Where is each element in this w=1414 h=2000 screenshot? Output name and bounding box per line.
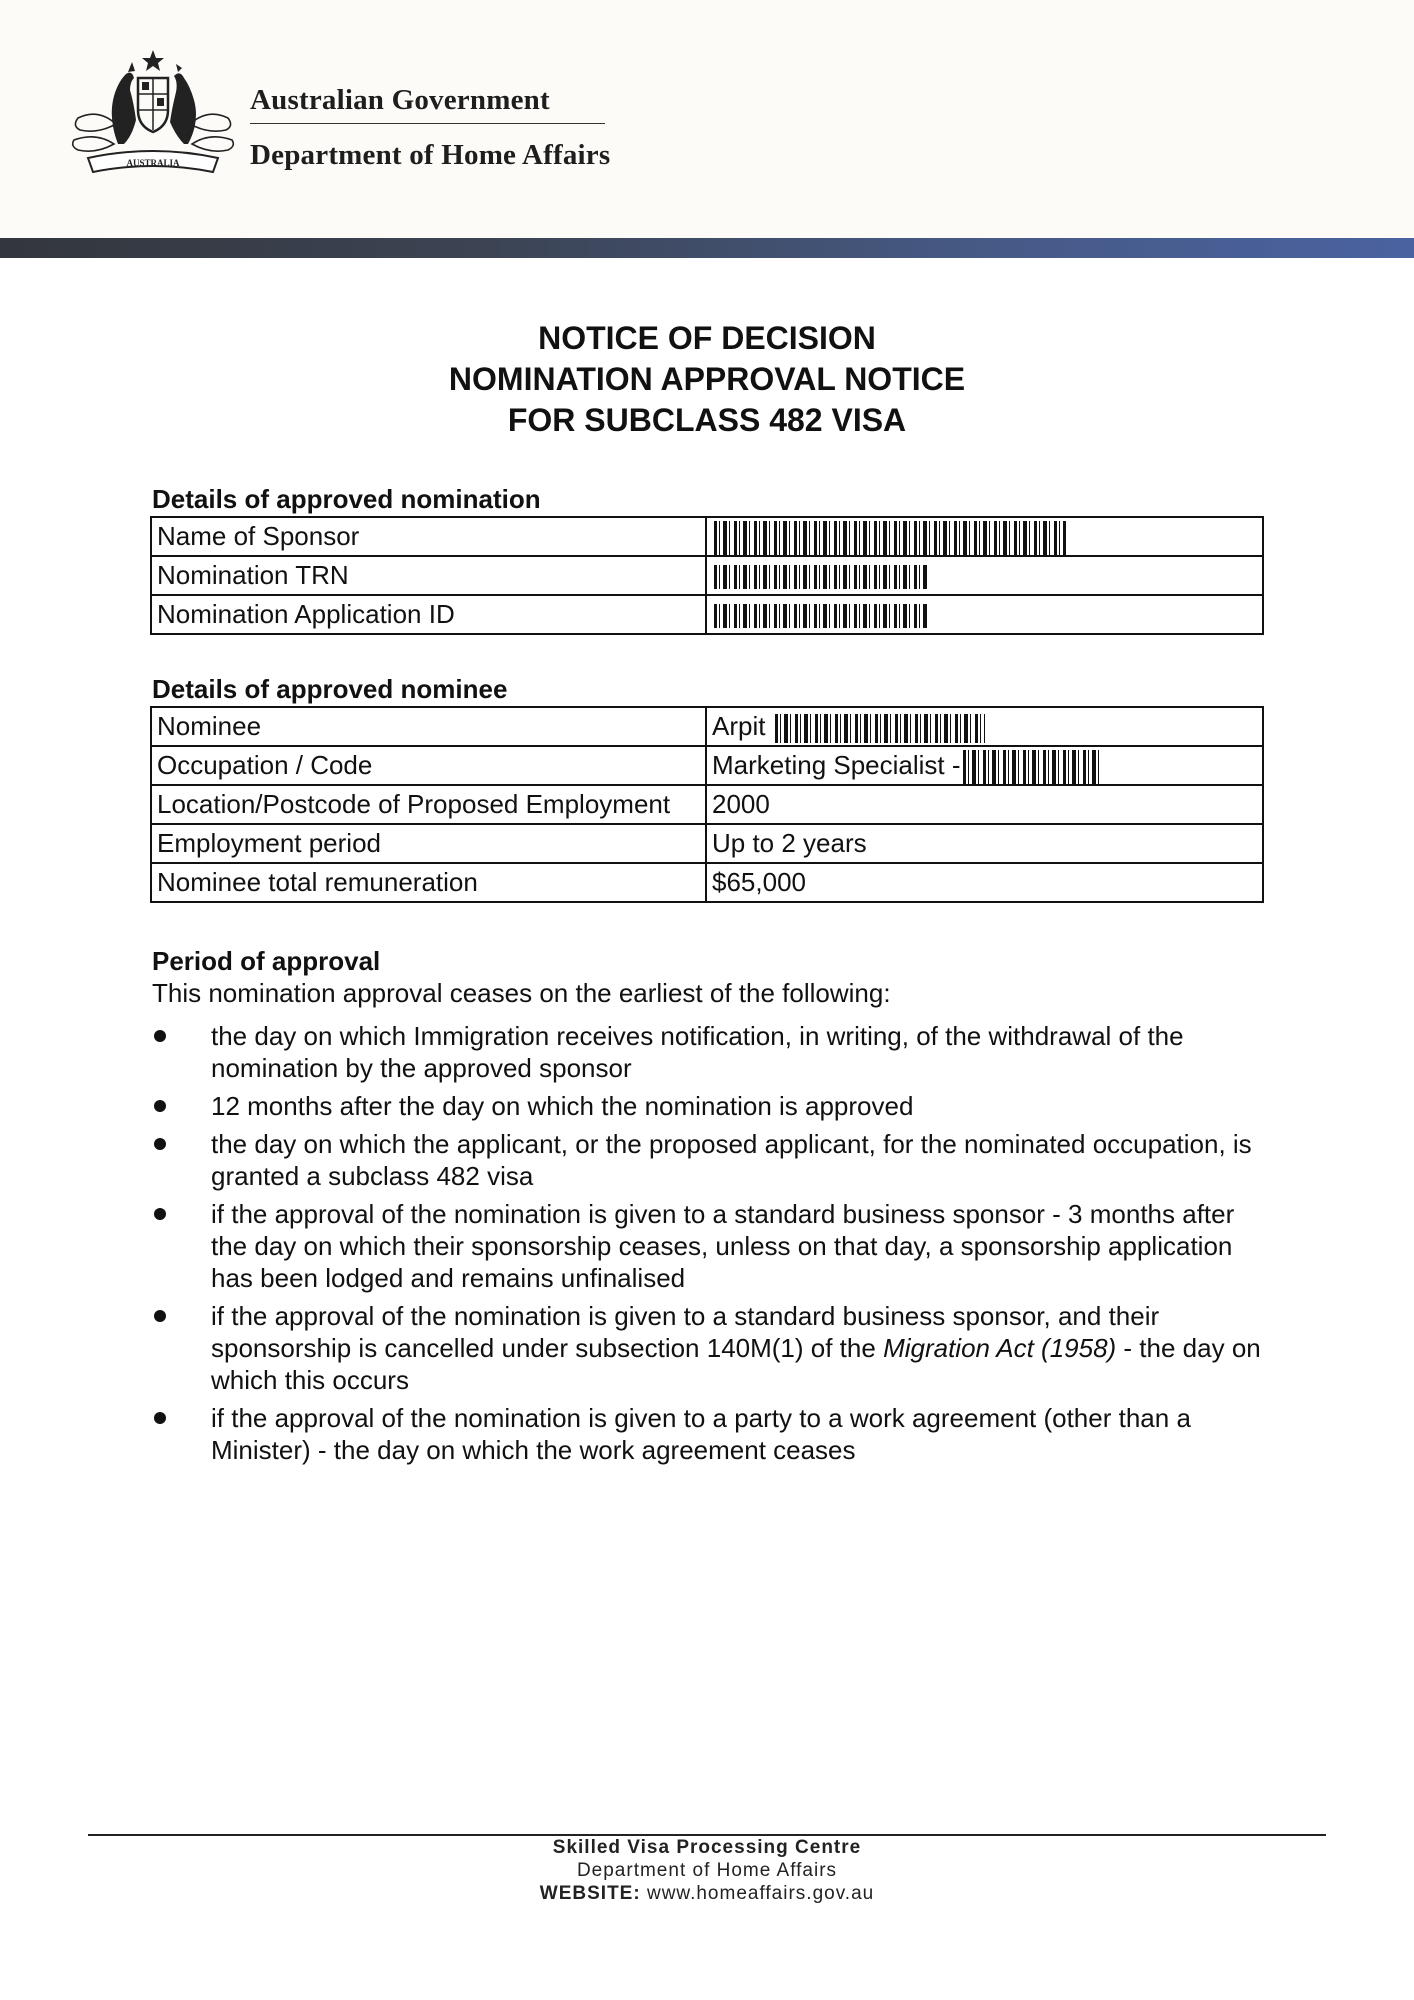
table-row <box>151 556 1263 595</box>
table-row <box>151 707 1263 746</box>
remuneration-label: Nominee total remuneration <box>151 863 706 902</box>
letterhead-divider <box>250 123 605 124</box>
remuneration-value: $65,000 <box>706 863 1263 902</box>
letterhead <box>0 0 1414 238</box>
website-link[interactable]: www.homeaffairs.gov.au <box>640 1883 875 1904</box>
nominee-table <box>150 706 1264 903</box>
nomination-section-heading: Details of approved nomination <box>152 484 541 514</box>
department-name: Department of Home Affairs <box>250 139 611 171</box>
bullet-icon <box>154 1138 166 1150</box>
redaction-barcode <box>714 604 928 628</box>
trn-value <box>706 556 1263 595</box>
occupation-value: Marketing Specialist - <box>706 746 1263 785</box>
period-intro: This nomination approval ceases on the earliest of the following: <box>152 978 891 1008</box>
header-band <box>0 238 1414 258</box>
list-item: 12 months after the day on which the nomination is approved <box>152 1090 1272 1122</box>
cessation-list <box>152 1020 1272 1472</box>
application-id-value <box>706 595 1263 634</box>
sponsor-label: Name of Sponsor <box>151 517 706 556</box>
table-row <box>151 595 1263 634</box>
title-line-3: FOR SUBCLASS 482 VISA <box>507 402 907 438</box>
title-line-2: NOMINATION APPROVAL NOTICE <box>448 361 966 397</box>
location-value: 2000 <box>706 785 1263 824</box>
list-item: if the approval of the nomination is given to a standard business sponsor - 3 months after the day on which their sponsorship ceases, unless on that day, a sponsorship application has been lodged and remains unfinalised <box>152 1198 1272 1294</box>
table-row <box>151 824 1263 863</box>
crest-ribbon-label: AUSTRALIA <box>126 158 180 168</box>
redaction-barcode <box>714 565 928 589</box>
bullet-icon <box>154 1030 166 1042</box>
bullet-icon <box>154 1208 166 1220</box>
act-citation: Migration Act (1958) <box>883 1333 1117 1363</box>
redaction-barcode <box>775 714 985 743</box>
government-name: Australian Government <box>250 84 550 116</box>
coat-of-arms-logo <box>68 48 238 178</box>
nominee-value: Arpit <box>706 707 1263 746</box>
table-row <box>151 746 1263 785</box>
title-line-1: NOTICE OF DECISION <box>538 320 876 356</box>
document-title <box>0 318 1414 441</box>
trn-label: Nomination TRN <box>151 556 706 595</box>
nominee-section-heading: Details of approved nominee <box>152 674 508 704</box>
footer-department: Department of Home Affairs <box>576 1860 838 1881</box>
table-row <box>151 785 1263 824</box>
bullet-icon <box>154 1310 166 1322</box>
period-heading: Period of approval <box>152 946 381 976</box>
application-id-label: Nomination Application ID <box>151 595 706 634</box>
list-item: the day on which Immigration receives notification, in writing, of the withdrawal of the nomination by the approved sponsor <box>152 1020 1272 1084</box>
list-item: if the approval of the nomination is given to a standard business sponsor, and their sponsorship is cancelled under subsection 140M(1) of the Migration Act (1958) - the day on which this occurs <box>152 1300 1272 1396</box>
nomination-table <box>150 516 1264 635</box>
list-item: the day on which the applicant, or the proposed applicant, for the nominated occupation, is granted a subclass 482 visa <box>152 1128 1272 1192</box>
table-row <box>151 517 1263 556</box>
nominee-label: Nominee <box>151 707 706 746</box>
occupation-label: Occupation / Code <box>151 746 706 785</box>
bullet-icon <box>154 1100 166 1112</box>
footer <box>0 1836 1414 1905</box>
bullet-icon <box>154 1412 166 1424</box>
employment-period-label: Employment period <box>151 824 706 863</box>
redaction-barcode <box>963 750 1103 784</box>
sponsor-value <box>706 517 1263 556</box>
table-row <box>151 863 1263 902</box>
location-label: Location/Postcode of Proposed Employment <box>151 785 706 824</box>
employment-period-value: Up to 2 years <box>706 824 1263 863</box>
redaction-barcode <box>714 521 1066 555</box>
list-item: if the approval of the nomination is given to a party to a work agreement (other than a Minister) - the day on which the work agreement ceases <box>152 1402 1272 1466</box>
footer-centre: Skilled Visa Processing Centre <box>552 1837 862 1858</box>
footer-website: WEBSITE: www.homeaffairs.gov.au <box>539 1883 875 1904</box>
